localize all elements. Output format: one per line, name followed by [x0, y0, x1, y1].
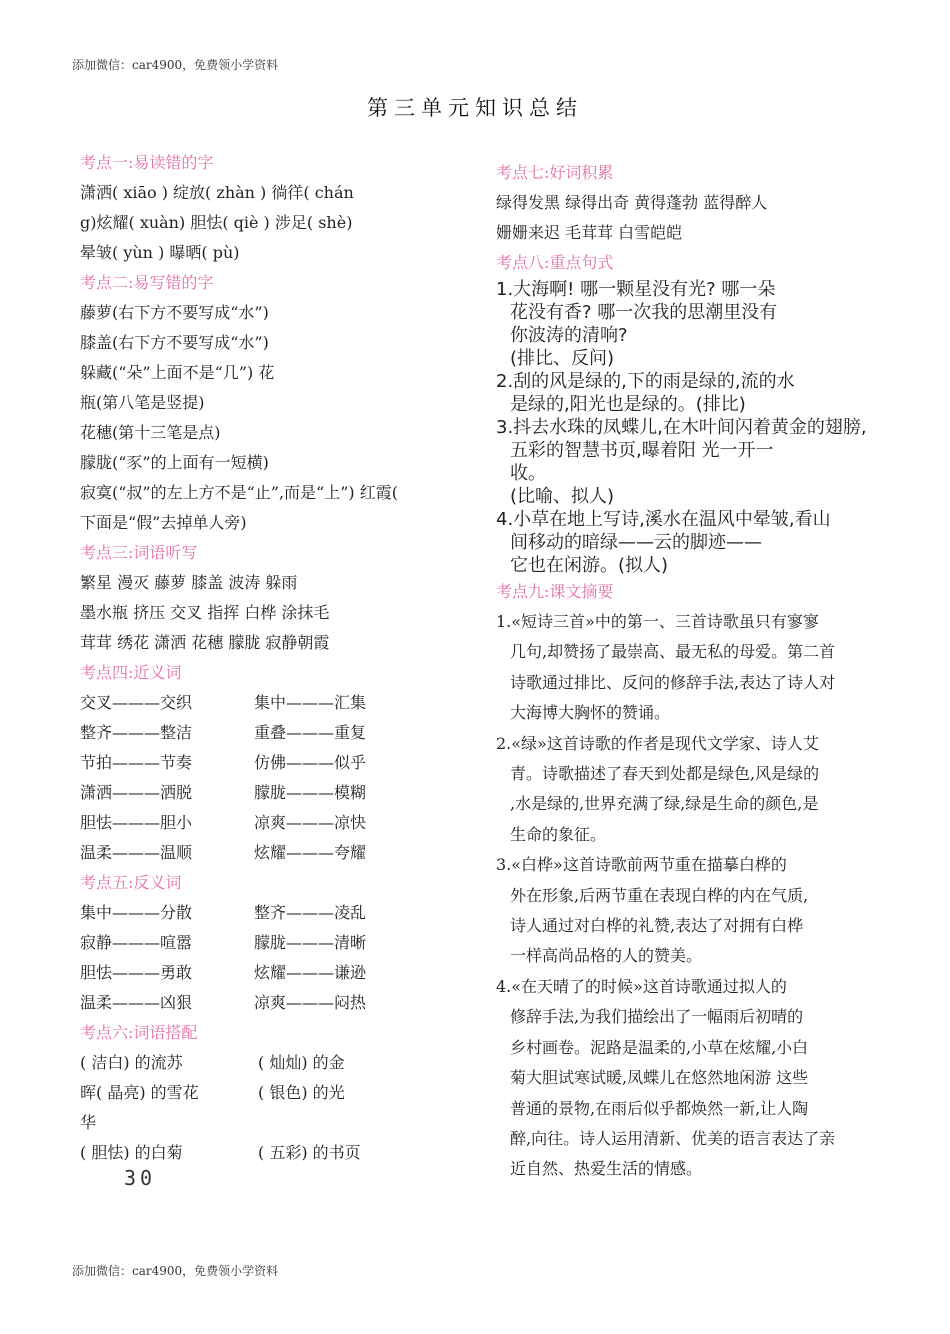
word-pair: 炫耀———夸耀 [254, 843, 367, 862]
text-line: 姗姗来迟 毛茸茸 白雪皑皑 [496, 223, 683, 242]
sentence-2 [496, 370, 876, 416]
section-5 [80, 868, 452, 1018]
word-pair: 凉爽———凉快 [254, 813, 367, 832]
word-pair: 胆怯———勇敢 [80, 963, 193, 982]
summary-line: 一样高尚品格的人的赞美。 [510, 946, 703, 966]
antonym-grid [80, 898, 452, 1018]
sentence-line: 收。 [510, 463, 546, 484]
summary-line: 几句,却赞扬了最崇高、最无私的母爱。第二首 [510, 642, 836, 662]
sentence-3 [496, 416, 876, 508]
collocation-item: ( 胆怯) 的白菊 [80, 1143, 183, 1162]
word-pair: 朦胧———模糊 [254, 783, 367, 802]
section-heading: 考点七:好词积累 [496, 163, 614, 182]
collocation-item: ( 灿灿) 的金 [258, 1053, 345, 1072]
summary-line: 生命的象征。 [510, 824, 607, 844]
section-heading: 考点三:词语听写 [80, 543, 198, 562]
word-pair: 胆怯———胆小 [80, 813, 193, 832]
collocation-grid [80, 1048, 452, 1168]
section-9 [496, 577, 876, 1185]
summary-line: 诗歌通过排比、反问的修辞手法,表达了诗人对 [510, 672, 836, 692]
text-line: 繁星 漫灭 藤萝 膝盖 波涛 躲雨 [80, 573, 298, 592]
summary-line: 乡村画卷。泥路是温柔的,小草在炫耀,小白 [510, 1037, 809, 1057]
summary-line: 1.«短诗三首»中的第一、三首诗歌虽只有寥寥 [496, 612, 819, 631]
summary-line: 4.«在天晴了的时候»这首诗歌通过拟人的 [496, 976, 787, 996]
word-pair: 交叉———交织 [80, 693, 193, 712]
watermark-top: 添加微信：car4900，免费领小学资料 [72, 58, 279, 72]
word-pair: 节拍———节奏 [80, 753, 193, 772]
text-line: 膝盖(右下方不要写成“水”) [80, 333, 269, 352]
text-line: 绿得发黑 绿得出奇 黄得蓬勃 蓝得醉人 [496, 193, 768, 212]
collocation-item: ( 洁白) 的流苏 [80, 1053, 183, 1072]
collocation-item: ( 银色) 的光 [258, 1083, 345, 1102]
summary-line: 近自然、热爱生活的情感。 [510, 1159, 703, 1179]
sentence-1 [496, 278, 876, 370]
section-3 [80, 538, 452, 658]
word-pair: 寂静———喧嚣 [80, 933, 193, 952]
section-heading: 考点八:重点句式 [496, 253, 614, 272]
watermark-bottom: 添加微信：car4900，免费领小学资料 [72, 1264, 279, 1278]
sentence-line: 它也在闲游。(拟人) [510, 555, 669, 576]
summary-line: 菊大胆试寒试暖,凤蝶儿在悠然地闲游 这些 [510, 1068, 809, 1088]
page-title: 第三单元知识总结 [367, 96, 583, 120]
word-pair: 重叠———重复 [254, 723, 367, 742]
summary-1 [496, 607, 876, 729]
text-line: 晕皱( yùn ) 曝晒( pù) [80, 243, 240, 262]
section-8 [496, 248, 876, 577]
text-line: 寂寞(“叔”的左上方不是“止”,而是“上”) 红霞( [80, 483, 398, 502]
collocation-item: ( 五彩) 的书页 [258, 1143, 361, 1162]
section-7 [496, 158, 876, 248]
word-pair: 潇洒———洒脱 [80, 783, 193, 802]
word-pair: 凉爽———闷热 [254, 993, 367, 1012]
sentence-line: 2.刮的风是绿的,下的雨是绿的,流的水 [496, 371, 795, 392]
page-number: 30 [124, 1166, 157, 1190]
word-pair: 集中———汇集 [254, 693, 367, 712]
summary-line: 2.«绿»这首诗歌的作者是现代文学家、诗人艾 [496, 733, 819, 753]
section-heading: 考点一:易读错的字 [80, 153, 214, 172]
sentence-line: 花没有香? 哪一次我的思潮里没有 [510, 302, 778, 323]
word-pair: 仿佛———似乎 [254, 753, 367, 772]
section-heading: 考点六:词语搭配 [80, 1023, 198, 1042]
collocation-item: 晖( 晶亮) 的雪花 [80, 1083, 199, 1102]
word-pair: 朦胧———清晰 [254, 933, 367, 952]
summary-line: 青。诗歌描述了春天到处都是绿色,风是绿的 [510, 764, 820, 784]
section-heading: 考点九:课文摘要 [496, 582, 614, 601]
sentence-line: (排比、反问) [510, 348, 615, 369]
section-2 [80, 268, 452, 538]
sentence-line: 五彩的智慧书页,曝着阳 光一开一 [510, 440, 774, 461]
collocation-item: 华 [80, 1113, 97, 1132]
summary-line: 诗人通过对白桦的礼赞,表达了对拥有白桦 [510, 916, 804, 936]
word-pair: 整齐———整洁 [80, 723, 193, 742]
word-pair: 整齐———凌乱 [254, 903, 367, 922]
sentence-line: (比喻、拟人) [510, 486, 615, 507]
text-line: 藤萝(右下方不要写成“水”) [80, 303, 269, 322]
section-4 [80, 658, 452, 868]
text-line: 瓶(第八笔是竖提) [80, 393, 205, 412]
text-line: 茸茸 绣花 潇洒 花穗 朦胧 寂静朝霞 [80, 633, 330, 652]
text-line: 潇洒( xiāo ) 绽放( zhàn ) 徜徉( chán [80, 183, 354, 202]
word-pair: 温柔———温顺 [80, 843, 193, 862]
summary-line: 普通的景物,在雨后似乎都焕然一新,让人陶 [510, 1098, 809, 1118]
text-line: 朦胧(“豕”的上面有一短横) [80, 453, 269, 472]
text-line: 下面是“假”去掉单人旁) [80, 513, 247, 532]
section-heading: 考点四:近义词 [80, 663, 182, 682]
section-heading: 考点二:易写错的字 [80, 273, 214, 292]
summary-line: 修辞手法,为我们描绘出了一幅雨后初晴的 [510, 1007, 804, 1027]
summary-2 [496, 729, 876, 851]
section-6 [80, 1018, 452, 1168]
right-column [496, 158, 876, 1185]
sentence-line: 3.抖去水珠的凤蝶儿,在木叶间闪着黄金的翅膀, [496, 417, 867, 438]
word-pair: 炫耀———谦逊 [254, 963, 367, 982]
summary-4 [496, 972, 876, 1185]
text-line: g)炫耀( xuàn) 胆怯( qiè ) 涉足( shè) [80, 213, 353, 232]
sentence-line: 是绿的,阳光也是绿的。(排比) [510, 394, 746, 415]
section-1 [80, 148, 452, 268]
sentence-4 [496, 508, 876, 577]
word-pair: 集中———分散 [80, 903, 193, 922]
section-heading: 考点五:反义词 [80, 873, 182, 892]
collocation-item [258, 1108, 438, 1138]
summary-line: 大海博大胸怀的赞诵。 [510, 703, 671, 723]
sentence-line: 间移动的暗绿——云的脚迹—— [510, 532, 762, 553]
text-line: 花穗(第十三笔是点) [80, 423, 221, 442]
summary-line: ,水是绿的,世界充满了绿,绿是生命的颜色,是 [510, 794, 819, 814]
summary-line: 醉,向往。诗人运用清新、优美的语言表达了亲 [510, 1128, 836, 1148]
word-pair: 温柔———凶狠 [80, 993, 193, 1012]
summary-3 [496, 850, 876, 972]
text-line: 墨水瓶 挤压 交叉 指挥 白桦 涂抹毛 [80, 603, 330, 622]
sentence-line: 1.大海啊! 哪一颗星没有光? 哪一朵 [496, 279, 776, 300]
summary-line: 外在形象,后两节重在表现白桦的内在气质, [510, 885, 809, 905]
sentence-line: 你波涛的清响? [510, 325, 628, 346]
sentence-line: 4.小草在地上写诗,溪水在温风中晕皱,看山 [496, 509, 831, 530]
synonym-grid [80, 688, 452, 868]
text-line: 躲藏(“朵”上面不是“几”) 花 [80, 363, 275, 382]
summary-line: 3.«白桦»这首诗歌前两节重在描摹白桦的 [496, 855, 787, 875]
left-column [80, 148, 452, 1168]
